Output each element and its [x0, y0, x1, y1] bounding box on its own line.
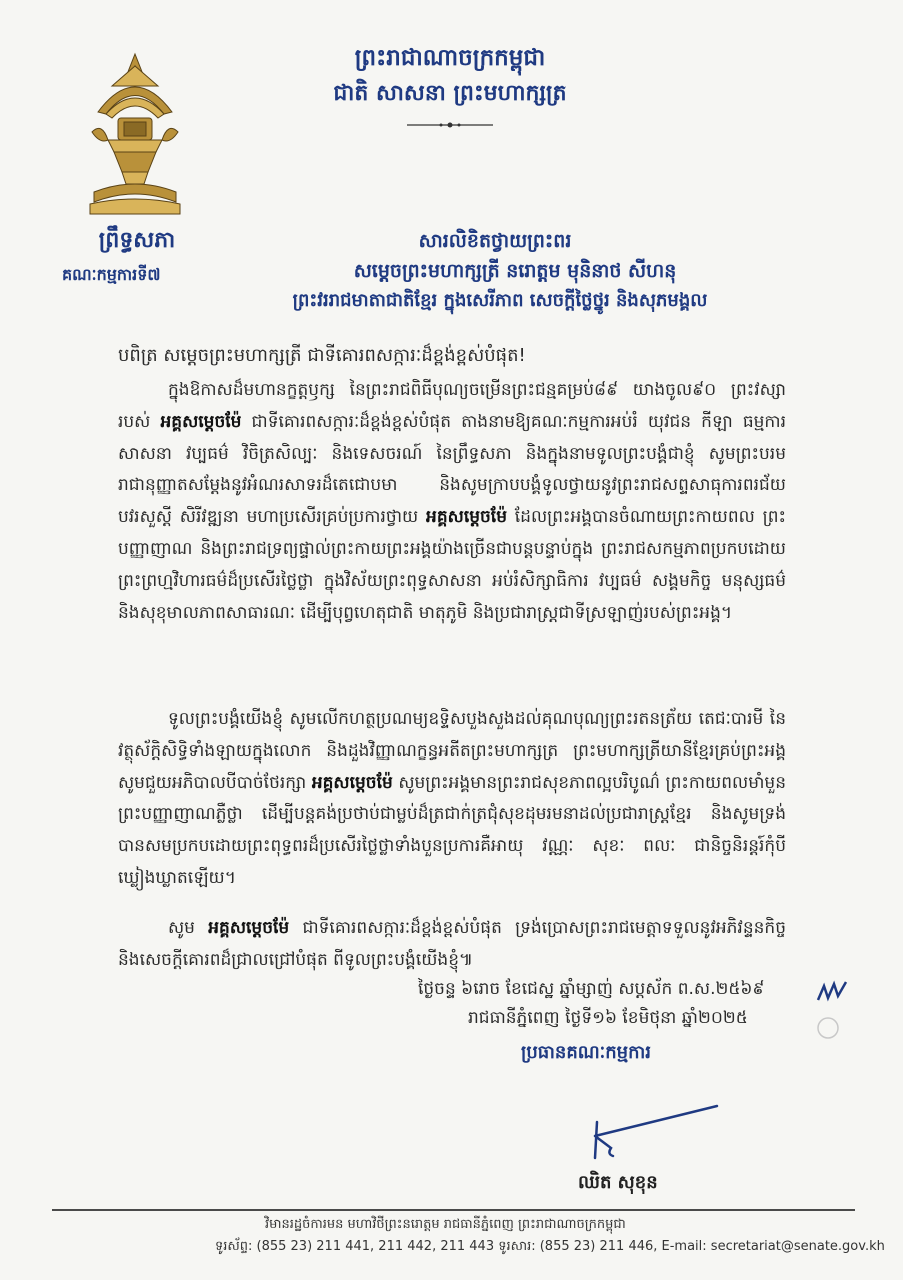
lunar-date: ថ្ងៃចន្ទ ៦រោច ខែជេស្ឋ ឆ្នាំម្សាញ់ សប្តស័ក ព.ស.២៥៦៩ — [418, 979, 765, 999]
honorific-text: អគ្គសម្តេចម៉ែ — [311, 772, 393, 793]
committee-name: គណៈកម្មការទី៧ — [62, 265, 161, 284]
p1-text-c: ដែលព្រះអង្គបានចំណាយព្រះកាយពល ព្រះបញ្ញាញាណ និងព្រះរាជទ្រព្យផ្ទាល់ព្រះកាយព្រះអង្គយ៉ាងច្រើនជាបន្តបន្ទាប់ក្នុង ព្រះរាជសកម្មភាពប្រកបដោយព្រះព្រហ្មវិហារធម៌ដ៏ប្រសើរថ្លៃថ្លា ក្នុងវិស័យព្រះពុទ្ធសាសនា អប់រំសិក្សាធិការ វប្បធម៌ សង្គមកិច្ច មនុស្សធម៌ និងសុខុមាលភាពសាធារណៈ ដើម្បីបុព្វហេតុជាតិ មាតុភូមិ និងប្រជារាស្ត្រជាទីស្រឡាញ់របស់ព្រះអង្គ។ — [118, 507, 786, 623]
signature-icon — [585, 1102, 725, 1162]
p1-text-a: ក្នុងឱកាសដ៏មហានក្ខត្តឫក្ស នៃព្រះរាជពិធីបុណ្យចម្រើនព្រះជន្មគម្រប់៨៩ យាងចូល៩០ ព្រះវស្សា របស់ — [118, 380, 786, 432]
salutation: បពិត្រ សម្តេចព្រះមហាក្សត្រី ជាទីគោរពសក្ការៈដ៏ខ្ពង់ខ្ពស់បំផុត! — [118, 345, 526, 366]
p3-text-b: ជាទីគោរពសក្ការៈដ៏ខ្ពង់ខ្ពស់បំផុត ទ្រង់ប្រោសព្រះរាជមេត្តាទទួលនូវអភិវន្ទនកិច្ច និងសេចក្តីគោរពដ៏ជ្រាលជ្រៅបំផុត ពីទូលព្រះបង្គំយើងខ្ញុំ៕ — [118, 918, 786, 970]
ornament-divider-icon — [405, 121, 495, 129]
letter-title-line3: ព្រះវររាជមាតាជាតិខ្មែរ ក្នុងសេរីភាព សេចក្តីថ្លៃថ្នូរ និងសុភមង្គល — [292, 290, 708, 311]
initials-mark-icon — [814, 972, 854, 1042]
p2-text-a: ទូលព្រះបង្គំយើងខ្ញុំ សូមលើកហត្ថប្រណម្យឧទ្ទិសបួងសួងដល់គុណបុណ្យព្រះរតនត្រ័យ តេជៈបារមី នៃវត្ថុស័ក្តិសិទ្ធិទាំងឡាយក្នុងលោក និងដួងវិញ្ញាណក្ខន្ធអតីតព្រះមហាក្សត្រ ព្រះមហាក្សត្រីយានីខ្មែរគ្រប់ព្រះអង្គ សូមជួយអភិបាលបីបាច់ថែរក្សា — [118, 709, 786, 793]
organization-block — [62, 226, 212, 288]
senate-name: ព្រឹទ្ធសភា — [98, 228, 176, 253]
kingdom-name: ព្រះរាជាណាចក្រកម្ពុជា — [354, 45, 546, 71]
signatory-position: ប្រធានគណៈកម្មការ — [521, 1042, 651, 1063]
solar-date: រាជធានីភ្នំពេញ ថ្ងៃទី១៦ ខែមិថុនា ឆ្នាំ២០២៥ — [468, 1008, 748, 1028]
footer-address: វិមានរដ្ឋចំការមន មហាវិថីព្រះនរោត្តម រាជធានីភ្នំពេញ ព្រះរាជាណាចក្រកម្ពុជា — [265, 1217, 626, 1232]
letter-title-line1: សារលិខិតថ្វាយព្រះពរ — [418, 230, 572, 252]
body-paragraph-1 — [118, 375, 786, 629]
honorific-text: អគ្គសម្តេចម៉ែ — [208, 918, 290, 938]
national-motto: ជាតិ សាសនា ព្រះមហាក្សត្រ — [333, 81, 567, 106]
footer-divider — [52, 1209, 855, 1211]
body-paragraph-3 — [118, 913, 786, 977]
body-paragraph-2 — [118, 704, 786, 895]
honorific-text: អគ្គសម្តេចម៉ែ — [160, 411, 242, 432]
p3-text-a: សូម — [168, 918, 209, 938]
honorific-text: អគ្គសម្តេចម៉ែ — [426, 507, 507, 528]
senate-emblem-icon — [88, 52, 182, 217]
letter-title — [210, 226, 780, 316]
signatory-name: ឈិត សុខុន — [578, 1172, 658, 1193]
p1-text-b: ជាទីគោរពសក្ការៈដ៏ខ្ពង់ខ្ពស់បំផុត តាងនាមឱ្យគណៈកម្មការអប់រំ យុវជន កីឡា ធម្មការ សាសនា វប្បធម៌ វិចិត្រសិល្បៈ និងទេសចរណ៍ នៃព្រឹទ្ធសភា និងក្នុងនាមទូលព្រះបង្គំជាខ្ញុំ សូមព្រះបរមរាជានុញ្ញាតសម្តែងនូវអំណរសាទរដ៏តេជោបមា និងសូមក្រាបបង្គំទូលថ្វាយនូវព្រះរាជសព្ទសាធុការពរជ័យ បវរសួស្តី សិរីវឌ្ឍនា មហាប្រសើរគ្រប់ប្រការថ្វាយ — [118, 411, 787, 528]
letter-title-line2: សម្តេចព្រះមហាក្សត្រី នរោត្តម មុនិនាថ សីហនុ — [353, 260, 677, 282]
footer-contact: ទូរស័ព្ទ: (855 23) 211 441, 211 442, 211 443 ទូរសារ: (855 23) 211 446, E-mail: secretariat@senate.gov.kh — [215, 1239, 885, 1254]
p2-text-b: សូមព្រះអង្គមានព្រះរាជសុខភាពល្អបរិបូណ៌ ព្រះកាយពលមាំមួន ព្រះបញ្ញាញាណភ្លឺថ្លា ដើម្បីបន្តគង់ប្រថាប់ជាម្លប់ដ៏ត្រជាក់ត្រជុំសុខដុមរមនាដល់ប្រជារាស្ត្រខ្មែរ និងសូមទ្រង់បានសមប្រកបដោយព្រះពុទ្ធពរដ៏ប្រសើរថ្លៃថ្លាទាំងបួនប្រការគឺអាយុ វណ្ណៈ សុខៈ ពលៈ ជានិច្ចនិរន្តរ៍កុំបីឃ្លៀងឃ្លាតឡើយ។ — [118, 772, 786, 888]
kingdom-heading — [290, 40, 610, 112]
